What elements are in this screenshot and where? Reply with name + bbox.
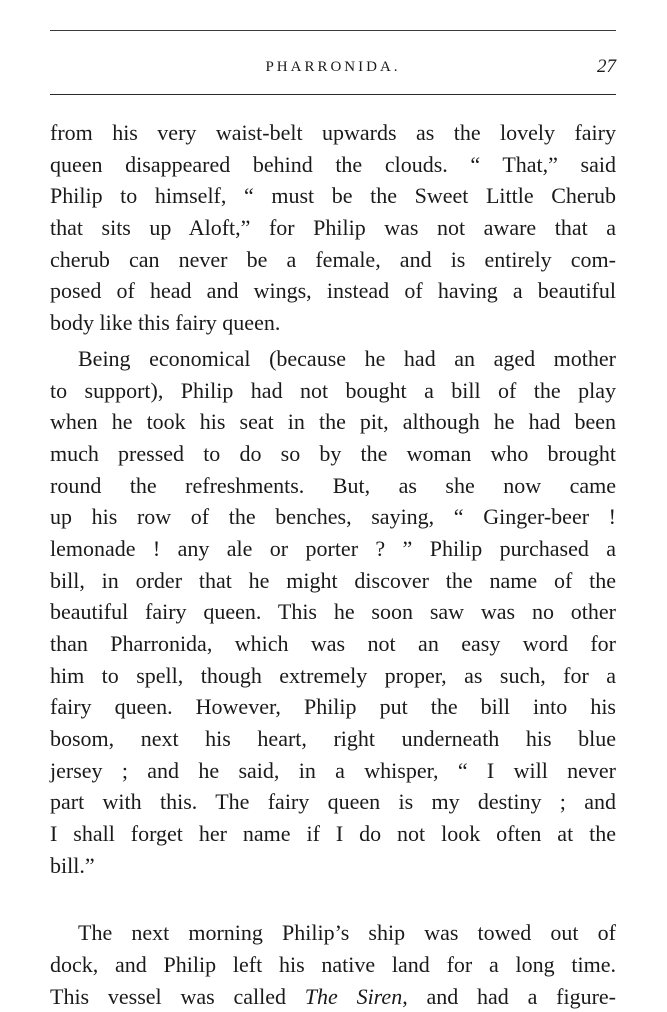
- text-line: bill, in order that he might discover the name of the: [50, 567, 616, 593]
- text-line: cherub can never be a female, and is entirely com-: [50, 246, 616, 272]
- text-line: queen disappeared behind the clouds. “ That,” said: [50, 151, 616, 177]
- ship-name: The Siren: [304, 983, 403, 1009]
- text-line: much pressed to do so by the woman who brought: [50, 440, 616, 466]
- text-line: to support), Philip had not bought a bill of the play: [50, 377, 616, 403]
- text-line: him to spell, though extremely proper, as such, for a: [50, 662, 616, 688]
- header-rule: [50, 94, 616, 95]
- text-line: that sits up Aloft,” for Philip was not aware that a: [50, 215, 616, 241]
- paragraph-3: [50, 917, 616, 1012]
- text-line: bosom, next his heart, right underneath his blue: [50, 726, 616, 752]
- page-number: 27: [597, 56, 616, 77]
- body-text: [50, 117, 616, 1012]
- running-head: [50, 55, 616, 79]
- text-line: Philip to himself, “ must be the Sweet Little Cherub: [50, 183, 616, 209]
- text-line: from his very waist-belt upwards as the lovely fairy: [50, 120, 616, 145]
- text-line: dock, and Philip left his native land for a long time.: [50, 951, 616, 977]
- text-line: than Pharronida, which was not an easy word for: [50, 631, 616, 656]
- text-line: Being economical (because he had an aged mother: [78, 345, 616, 371]
- text-run: , and had a figure-: [402, 983, 617, 1009]
- text-line: bill.”: [50, 852, 95, 878]
- top-rule: [50, 30, 616, 31]
- paragraph-1: [50, 117, 616, 339]
- text-line: lemonade ! any ale or porter ? ” Philip purchased a: [50, 535, 616, 561]
- text-line: [50, 882, 616, 914]
- text-line: fairy queen. However, Philip put the bill into his: [50, 694, 616, 720]
- text-line: The next morning Philip’s ship was towed out of: [78, 920, 616, 946]
- text-line: body like this fairy queen.: [50, 310, 281, 336]
- text-line: posed of head and wings, instead of having a beautiful: [50, 278, 616, 304]
- paragraph-2: [50, 343, 616, 913]
- text-line: when he took his seat in the pit, although he had been: [50, 409, 616, 435]
- text-line: up his row of the benches, saying, “ Ginger-beer !: [50, 504, 616, 530]
- text-line: part with this. The fairy queen is my destiny ; and: [50, 789, 616, 815]
- text-line: beautiful fairy queen. This he soon saw was no other: [50, 599, 616, 625]
- text-run: This vessel was called: [50, 983, 305, 1009]
- text-line: I shall forget her name if I do not look often at the: [50, 821, 616, 847]
- text-line: round the refreshments. But, as she now came: [50, 472, 616, 498]
- text-line: jersey ; and he said, in a whisper, “ I will never: [50, 757, 616, 783]
- running-title: PHARRONIDA.: [265, 59, 401, 75]
- text-line-mixed: [50, 981, 616, 1012]
